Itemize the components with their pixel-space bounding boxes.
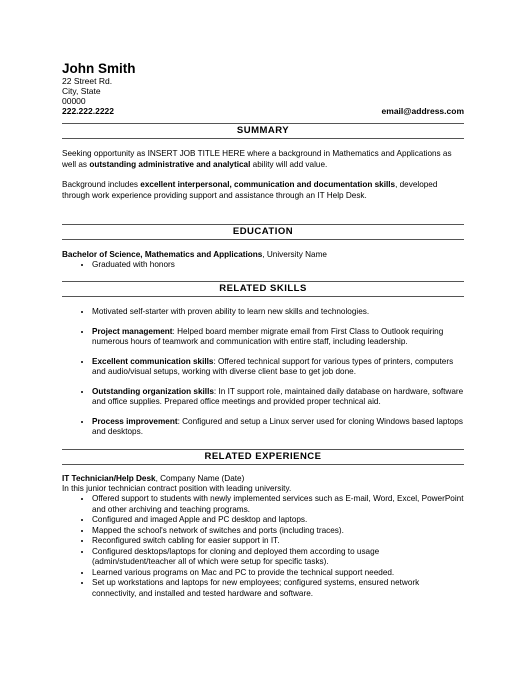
skills-section bbox=[62, 281, 464, 447]
skill-item: • Motivated self-starter with proven ability to learn new skills and technologies. bbox=[92, 307, 464, 317]
school-name: , University Name bbox=[262, 250, 327, 259]
resume-header bbox=[62, 61, 464, 116]
skill-item: • Project management: Helped board member migrate email from First Class to Outlook requiring numerous hours of teamwork and communication with entire staff, including leadership. bbox=[92, 327, 464, 347]
skills-list bbox=[62, 307, 464, 437]
summary-heading: SUMMARY bbox=[62, 123, 464, 139]
experience-section bbox=[62, 449, 464, 599]
list-item: • Mapped the school's network of switches and ports (including traces). bbox=[92, 526, 464, 537]
candidate-name: John Smith bbox=[62, 61, 136, 76]
summary-paragraph-1: Seeking opportunity as INSERT JOB TITLE HERE where a background in Mathematics and Applications as well as outstanding administrative and analytical ability will add value. bbox=[62, 149, 452, 169]
skill-item: • Process improvement: Configured and setup a Linux server used for cloning Windows based laptops and desktops. bbox=[92, 417, 464, 437]
phone-number: 222.222.2222 bbox=[62, 106, 114, 116]
city-state: City, State bbox=[62, 86, 101, 96]
experience-heading: RELATED EXPERIENCE bbox=[62, 449, 464, 465]
job-title: IT Technician/Help Desk bbox=[62, 474, 156, 483]
street-address: 22 Street Rd. bbox=[62, 76, 113, 86]
summary-paragraph-2: Background includes excellent interpersonal, communication and documentation skills, developed through work experience providing support and assistance through an IT Help Desk. bbox=[62, 180, 438, 200]
list-item: • Set up workstations and laptops for new employees; configured systems, ensured network connectivity, and installed and tested hardware and software. bbox=[92, 578, 464, 599]
contact-row bbox=[62, 106, 464, 116]
list-item: • Graduated with honors bbox=[92, 260, 464, 270]
list-item: • Configured desktops/laptops for cloning and deployed them according to usage (admin/student/teacher all of which were setup for specific tasks). bbox=[92, 547, 464, 568]
experience-list bbox=[62, 494, 464, 599]
skill-item: • Excellent communication skills: Offered technical support for various types of printers, computers and audio/visual setups, working with diverse client base to get job done. bbox=[92, 357, 464, 377]
summary-section bbox=[62, 123, 464, 201]
degree-line bbox=[62, 249, 464, 260]
company-name: , Company Name (Date) bbox=[155, 474, 245, 483]
degree-name: Bachelor of Science, Mathematics and Applications bbox=[62, 250, 263, 259]
list-item: • Configured and imaged Apple and PC desktop and laptops. bbox=[92, 515, 464, 526]
skill-item: • Outstanding organization skills: In IT support role, maintained daily database on hardware, software and office supplies. Prepared office meetings and provided proper technical aid. bbox=[92, 387, 464, 407]
education-list bbox=[62, 260, 464, 270]
education-heading: EDUCATION bbox=[62, 224, 464, 240]
education-section bbox=[62, 224, 464, 270]
zip-code: 00000 bbox=[62, 96, 86, 106]
job-intro: In this junior technician contract position with leading university. bbox=[62, 484, 292, 493]
job-title-line bbox=[62, 474, 464, 484]
skills-heading: RELATED SKILLS bbox=[62, 281, 464, 297]
list-item: • Offered support to students with newly implemented services such as E-mail, Word, Excel, PowerPoint and other archiving and teaching programs. bbox=[92, 494, 464, 515]
list-item: • Learned various programs on Mac and PC to provide the technical support needed. bbox=[92, 568, 464, 579]
email-address: email@address.com bbox=[381, 106, 464, 116]
list-item: • Reconfigured switch cabling for easier support in IT. bbox=[92, 536, 464, 547]
